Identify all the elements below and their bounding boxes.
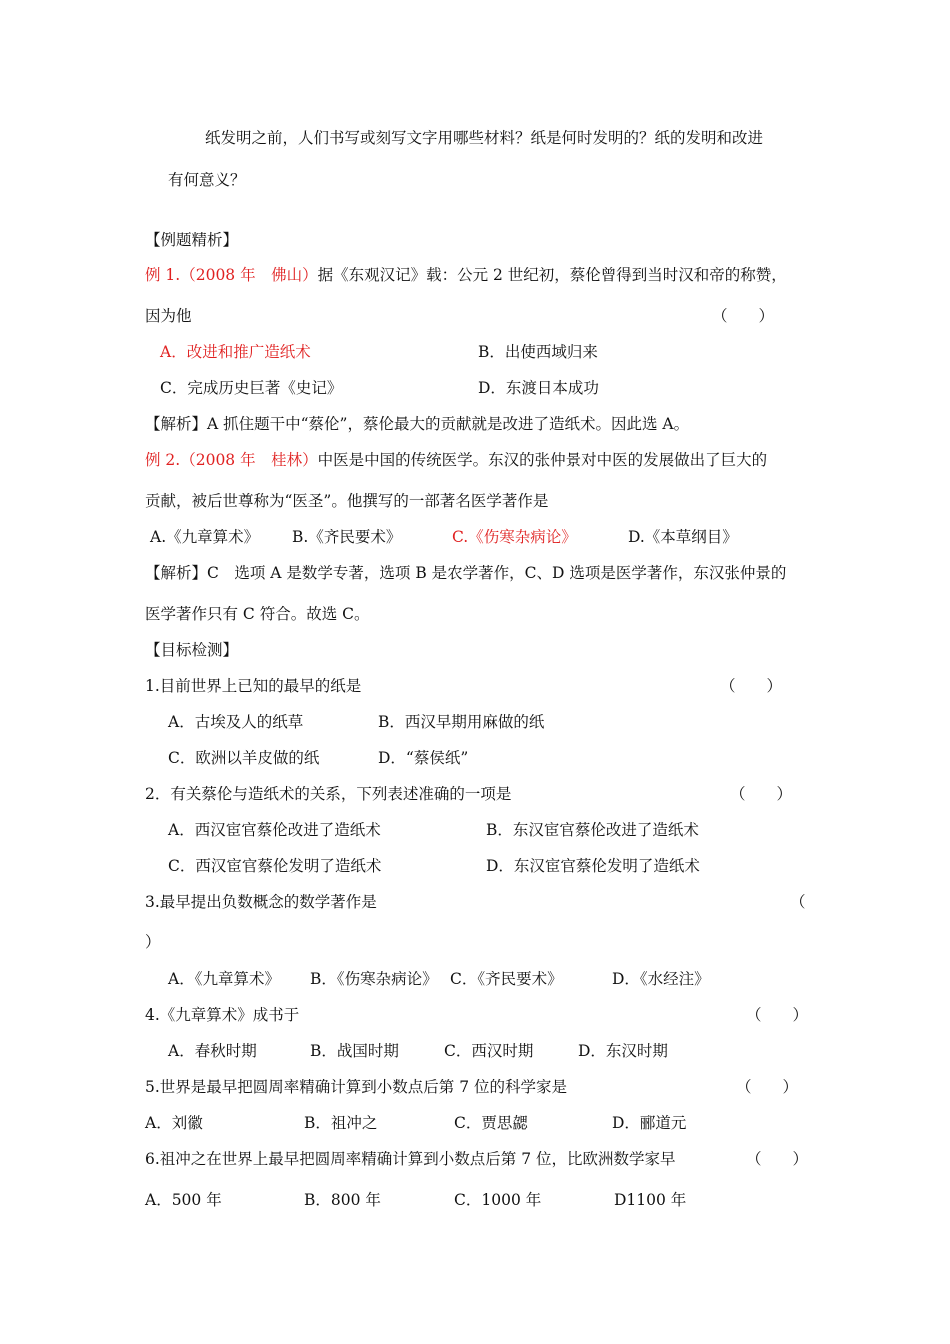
question-6-option-b: B．800 年 bbox=[304, 1191, 381, 1209]
example-2-stem-text: 中医是中国的传统医学。东汉的张仲景对中医的发展做出了巨大的 bbox=[317, 451, 768, 469]
question-4-option-b: B．战国时期 bbox=[310, 1042, 399, 1060]
example-1-label: 例 1.（2008 年 佛山） bbox=[145, 266, 318, 284]
example-2-analysis-line-1: 【解析】C 选项 A 是数学专著，选项 B 是农学著作，C、D 选项是医学著作，东汉张仲景的 bbox=[145, 564, 787, 582]
intro-line-1: 纸发明之前，人们书写或刻写文字用哪些材料？纸是何时发明的？纸的发明和改进 bbox=[205, 129, 764, 147]
example-2-label: 例 2.（2008 年 桂林） bbox=[145, 451, 318, 469]
question-3-stem: 3.最早提出负数概念的数学著作是 bbox=[145, 893, 377, 911]
test-heading: 【目标检测】 bbox=[145, 641, 239, 659]
example-2-option-b: B.《齐民要术》 bbox=[292, 528, 402, 546]
question-5-stem: 5.世界是最早把圆周率精确计算到小数点后第 7 位的科学家是 bbox=[145, 1078, 568, 1096]
question-6-answer-paren: （ ） bbox=[746, 1150, 809, 1168]
question-2-answer-paren: （ ） bbox=[730, 785, 793, 803]
question-4-option-c: C．西汉时期 bbox=[444, 1042, 534, 1060]
question-5-option-d: D．郦道元 bbox=[612, 1114, 687, 1132]
example-1-answer-paren: （ ） bbox=[712, 307, 775, 325]
question-4-option-d: D．东汉时期 bbox=[578, 1042, 668, 1060]
question-4-stem: 4.《九章算术》成书于 bbox=[145, 1006, 300, 1024]
example-1-option-b: B．出使西域归来 bbox=[478, 343, 598, 361]
question-2-stem: 2．有关蔡伦与造纸术的关系，下列表述准确的一项是 bbox=[145, 785, 512, 803]
question-3-option-d: D．《水经注》 bbox=[612, 970, 710, 988]
question-1-option-b: B．西汉早期用麻做的纸 bbox=[378, 713, 545, 731]
question-1-option-a: A．古埃及人的纸草 bbox=[168, 713, 304, 731]
question-5-option-a: A．刘徽 bbox=[145, 1114, 203, 1132]
question-3-paren-open: （ bbox=[790, 893, 806, 911]
question-2-option-c: C．西汉宦官蔡伦发明了造纸术 bbox=[168, 857, 382, 875]
question-1-option-c: C．欧洲以羊皮做的纸 bbox=[168, 749, 320, 767]
question-1-option-d: D．“蔡侯纸” bbox=[378, 749, 469, 767]
question-3-paren-close: ） bbox=[145, 933, 161, 951]
example-2-analysis-line-2: 医学著作只有 C 符合。故选 C。 bbox=[145, 605, 370, 623]
question-1-answer-paren: （ ） bbox=[720, 677, 783, 695]
example-1-stem-text: 据《东观汉记》载：公元 2 世纪初，蔡伦曾得到当时汉和帝的称赞， bbox=[317, 266, 787, 284]
example-heading: 【例题精析】 bbox=[145, 231, 239, 249]
question-5-option-c: C．贾思勰 bbox=[454, 1114, 528, 1132]
question-1-stem: 1.目前世界上已知的最早的纸是 bbox=[145, 677, 362, 695]
question-5-answer-paren: （ ） bbox=[736, 1078, 799, 1096]
example-2-option-c: C.《伤寒杂病论》 bbox=[452, 528, 577, 546]
question-5-option-b: B．祖冲之 bbox=[304, 1114, 378, 1132]
question-2-option-a: A．西汉宦官蔡伦改进了造纸术 bbox=[168, 821, 381, 839]
example-1-analysis: 【解析】A 抓住题干中“蔡伦”，蔡伦最大的贡献就是改进了造纸术。因此选 A。 bbox=[145, 415, 690, 433]
example-2-option-d: D.《本草纲目》 bbox=[628, 528, 738, 546]
question-6-option-d: D1100 年 bbox=[614, 1191, 687, 1209]
question-4-answer-paren: （ ） bbox=[746, 1006, 809, 1024]
example-1-option-a: A．改进和推广造纸术 bbox=[160, 343, 311, 361]
example-2-stem-line-1 bbox=[145, 450, 767, 470]
question-3-option-a: A．《九章算术》 bbox=[168, 970, 280, 988]
intro-line-2: 有何意义？ bbox=[168, 171, 246, 189]
question-6-option-c: C．1000 年 bbox=[454, 1191, 542, 1209]
example-1-option-d: D．东渡日本成功 bbox=[478, 379, 599, 397]
question-2-option-d: D．东汉宦官蔡伦发明了造纸术 bbox=[486, 857, 700, 875]
question-2-option-b: B．东汉宦官蔡伦改进了造纸术 bbox=[486, 821, 699, 839]
question-6-stem: 6.祖冲之在世界上最早把圆周率精确计算到小数点后第 7 位，比欧洲数学家早 bbox=[145, 1150, 676, 1168]
question-3-option-c: C．《齐民要术》 bbox=[450, 970, 563, 988]
example-1-stem-line-1 bbox=[145, 265, 787, 285]
example-2-stem-line-2: 贡献，被后世尊称为“医圣”。他撰写的一部著名医学著作是 bbox=[145, 492, 549, 510]
example-1-stem-line-2: 因为他 bbox=[145, 307, 192, 325]
example-1-option-c: C．完成历史巨著《史记》 bbox=[160, 379, 343, 397]
question-6-option-a: A．500 年 bbox=[145, 1191, 222, 1209]
question-4-option-a: A．春秋时期 bbox=[168, 1042, 257, 1060]
example-2-option-a: A.《九章算术》 bbox=[150, 528, 260, 546]
question-3-option-b: B．《伤寒杂病论》 bbox=[310, 970, 438, 988]
